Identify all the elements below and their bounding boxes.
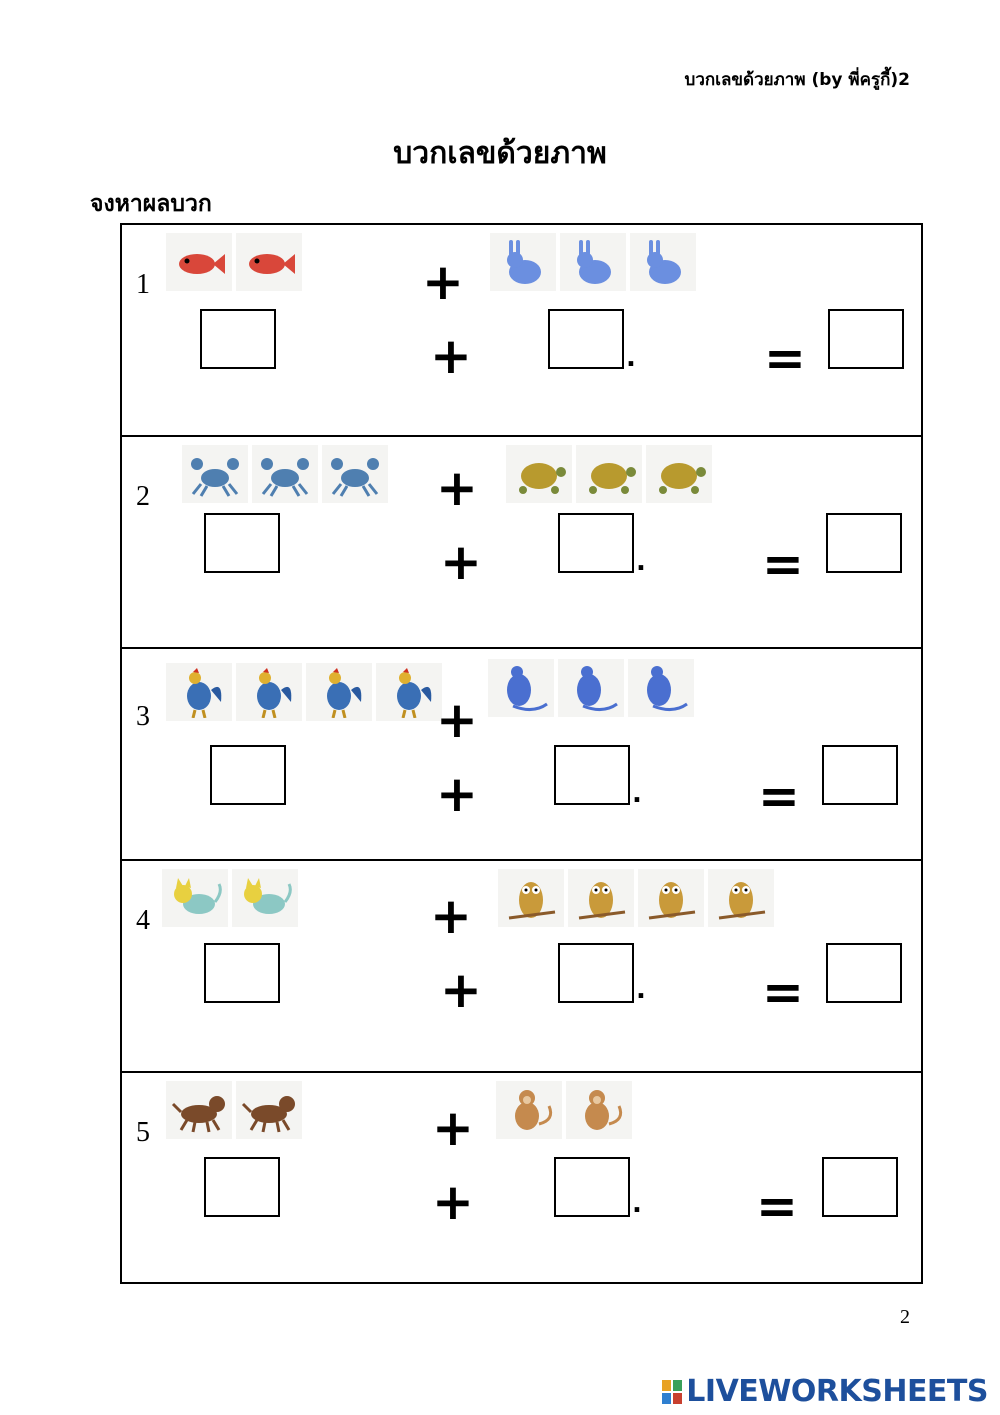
dog-picture (166, 1081, 232, 1139)
left-picture-group (166, 1081, 302, 1139)
turtle-icon (581, 448, 637, 500)
equals-sign: = (764, 329, 806, 387)
mouse-picture (628, 659, 694, 717)
mouse-icon (633, 662, 689, 714)
instruction-text: จงหาผลบวก (90, 191, 212, 217)
problem-number: 2 (136, 481, 150, 512)
right-picture-group (496, 1081, 632, 1139)
crab-icon (187, 448, 243, 500)
rooster-icon (171, 666, 227, 718)
crab-picture (182, 445, 248, 503)
period-mark: . (632, 1189, 642, 1219)
plus-sign: + (436, 691, 478, 749)
rabbit-picture (490, 233, 556, 291)
turtle-icon (511, 448, 567, 500)
owl-picture (568, 869, 634, 927)
period-mark: . (636, 975, 646, 1005)
cat-picture (162, 869, 228, 927)
equals-sign: = (758, 767, 800, 825)
brand-icon (662, 1380, 682, 1404)
rabbit-picture (630, 233, 696, 291)
plus-sign: + (422, 253, 464, 311)
answer-box-sum[interactable] (822, 1157, 898, 1217)
dog-icon (241, 1084, 297, 1136)
problem-row-5 (122, 1073, 921, 1285)
header-note: บวกเลขด้วยภาพ (by พี่ครูกี้)2 (684, 70, 910, 90)
rabbit-icon (635, 236, 691, 288)
problem-number: 4 (136, 905, 150, 936)
answer-box-sum[interactable] (828, 309, 904, 369)
answer-box-sum[interactable] (822, 745, 898, 805)
problem-number: 1 (136, 269, 150, 300)
plus-sign: + (440, 533, 482, 591)
period-mark: . (632, 779, 642, 809)
mouse-icon (493, 662, 549, 714)
owl-picture (498, 869, 564, 927)
worksheet-table (120, 223, 923, 1284)
rooster-icon (241, 666, 297, 718)
period-mark: . (636, 547, 646, 577)
right-picture-group (488, 659, 694, 717)
answer-box-right[interactable] (554, 1157, 630, 1217)
plus-sign: + (436, 459, 478, 517)
cat-icon (167, 872, 223, 924)
answer-box-right[interactable] (558, 943, 634, 1003)
answer-box-sum[interactable] (826, 513, 902, 573)
problem-number: 5 (136, 1117, 150, 1148)
problem-row-3 (122, 649, 921, 861)
rooster-picture (236, 663, 302, 721)
problem-row-4 (122, 861, 921, 1073)
plus-sign: + (440, 961, 482, 1019)
answer-box-right[interactable] (548, 309, 624, 369)
right-picture-group (506, 445, 712, 503)
crab-picture (252, 445, 318, 503)
mouse-picture (558, 659, 624, 717)
left-picture-group (162, 869, 298, 927)
fish-icon (241, 236, 297, 288)
fish-picture (166, 233, 232, 291)
turtle-picture (576, 445, 642, 503)
brand-text: LIVEWORKSHEETS (686, 1374, 988, 1409)
plus-sign: + (430, 887, 472, 945)
left-picture-group (182, 445, 388, 503)
answer-box-left[interactable] (204, 513, 280, 573)
problem-row-2 (122, 437, 921, 649)
fish-icon (171, 236, 227, 288)
answer-box-left[interactable] (204, 943, 280, 1003)
rabbit-icon (495, 236, 551, 288)
answer-box-right[interactable] (558, 513, 634, 573)
plus-sign: + (430, 327, 472, 385)
rooster-icon (311, 666, 367, 718)
answer-box-right[interactable] (554, 745, 630, 805)
problem-row-1 (122, 225, 921, 437)
rabbit-icon (565, 236, 621, 288)
problem-number: 3 (136, 701, 150, 732)
answer-box-left[interactable] (200, 309, 276, 369)
crab-icon (327, 448, 383, 500)
crab-picture (322, 445, 388, 503)
turtle-picture (506, 445, 572, 503)
plus-sign: + (436, 765, 478, 823)
answer-box-sum[interactable] (826, 943, 902, 1003)
crab-icon (257, 448, 313, 500)
owl-icon (713, 872, 769, 924)
rooster-picture (306, 663, 372, 721)
plus-sign: + (432, 1173, 474, 1231)
plus-sign: + (432, 1099, 474, 1157)
liveworksheets-logo (662, 1374, 988, 1409)
cat-picture (232, 869, 298, 927)
right-picture-group (490, 233, 696, 291)
dog-icon (171, 1084, 227, 1136)
monkey-icon (501, 1084, 557, 1136)
right-picture-group (498, 869, 774, 927)
left-picture-group (166, 663, 442, 721)
monkey-icon (571, 1084, 627, 1136)
period-mark: . (626, 343, 636, 373)
answer-box-left[interactable] (204, 1157, 280, 1217)
page-number: 2 (900, 1306, 910, 1328)
left-picture-group (166, 233, 302, 291)
equals-sign: = (756, 1177, 798, 1235)
owl-picture (708, 869, 774, 927)
rooster-picture (376, 663, 442, 721)
equals-sign: = (762, 535, 804, 593)
owl-icon (573, 872, 629, 924)
cat-icon (237, 872, 293, 924)
rooster-icon (381, 666, 437, 718)
answer-box-left[interactable] (210, 745, 286, 805)
page-title: บวกเลขด้วยภาพ (393, 136, 607, 171)
equals-sign: = (762, 963, 804, 1021)
rabbit-picture (560, 233, 626, 291)
owl-picture (638, 869, 704, 927)
mouse-picture (488, 659, 554, 717)
turtle-picture (646, 445, 712, 503)
mouse-icon (563, 662, 619, 714)
owl-icon (503, 872, 559, 924)
turtle-icon (651, 448, 707, 500)
owl-icon (643, 872, 699, 924)
rooster-picture (166, 663, 232, 721)
monkey-picture (566, 1081, 632, 1139)
monkey-picture (496, 1081, 562, 1139)
fish-picture (236, 233, 302, 291)
dog-picture (236, 1081, 302, 1139)
